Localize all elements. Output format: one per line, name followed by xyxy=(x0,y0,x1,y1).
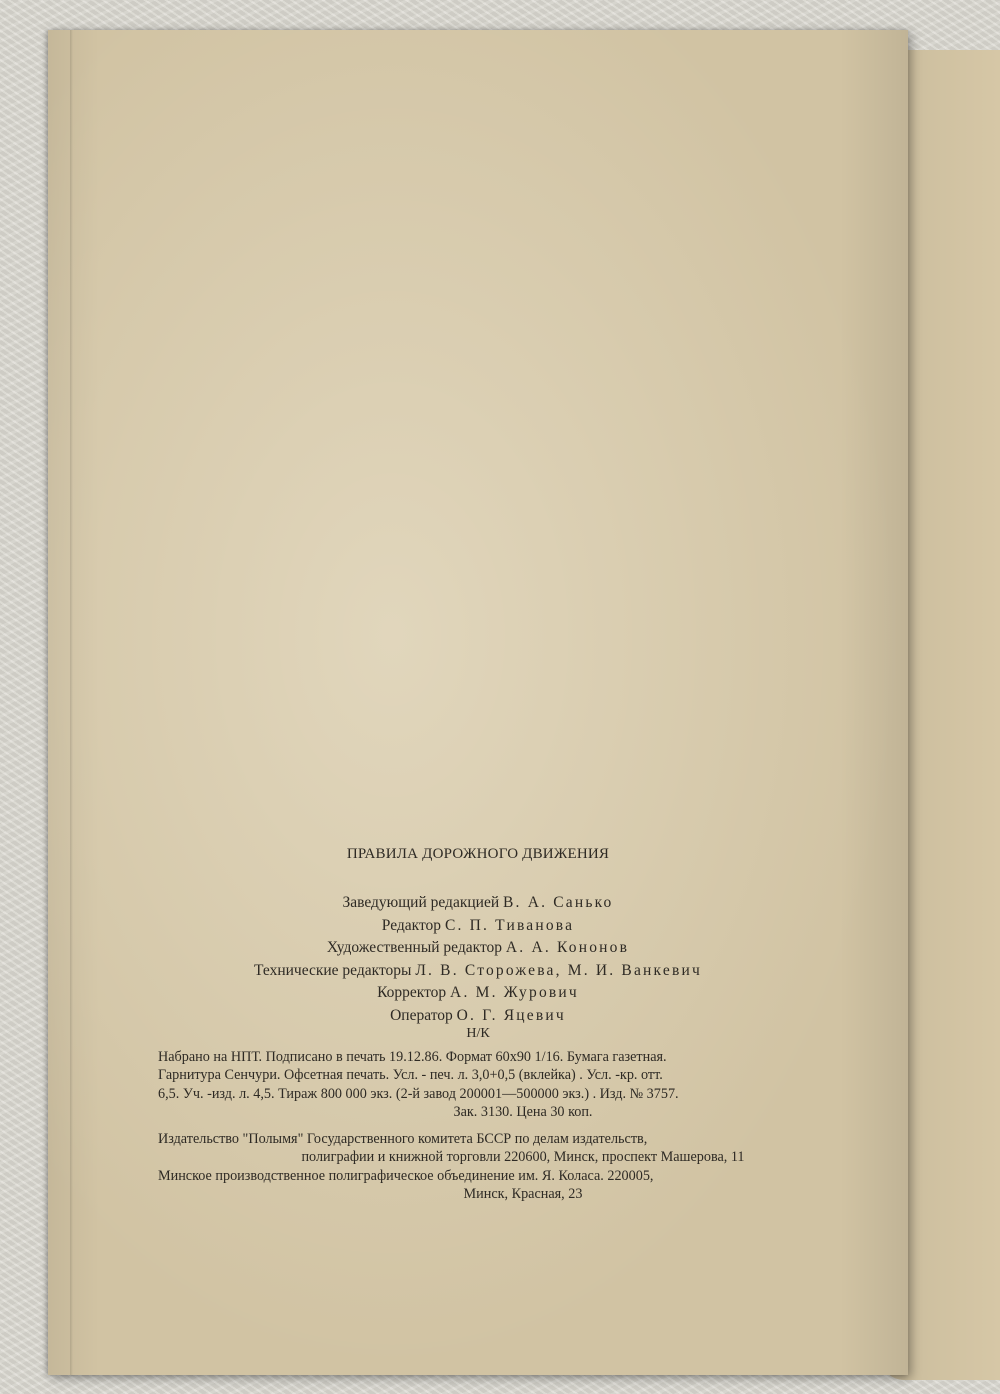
book-title: ПРАВИЛА ДОРОЖНОГО ДВИЖЕНИЯ xyxy=(346,846,610,862)
credit-name: В. А. Санько xyxy=(503,894,614,911)
credit-role: Заведующий редакцией xyxy=(342,894,500,911)
credit-name: С. П. Тиванова xyxy=(444,916,575,934)
printer-line: Минское производственное полиграфическое объединение им. Я. Коласа. 220005, xyxy=(158,1167,654,1184)
book-page xyxy=(48,30,908,1375)
imprint-line: Зак. 3130. Цена 30 коп. xyxy=(453,1103,593,1120)
credit-line-head-editor xyxy=(48,892,908,915)
credits-block xyxy=(48,892,908,1027)
credit-role: Технические редакторы xyxy=(254,961,412,979)
credit-role: Оператор xyxy=(390,1006,453,1024)
printer-line: Минск, Красная, 23 xyxy=(463,1186,583,1203)
credit-line-operator xyxy=(48,1005,908,1028)
imprint-line: 6,5. Уч. -изд. л. 4,5. Тираж 800 000 экз. (2-й завод 200001—500000 экз.) . Изд. № 3757. xyxy=(158,1085,679,1102)
credit-line-art-editor xyxy=(48,937,908,960)
credit-name: А. М. Журович xyxy=(450,984,579,1001)
credit-role: Редактор xyxy=(381,916,442,934)
publisher-line: Издательство "Полымя" Государственного комитета БССР по делам издательств, xyxy=(158,1131,648,1148)
imprint-line: Набрано на НПТ. Подписано в печать 19.12.86. Формат 60х90 1/16. Бумага газетная. xyxy=(158,1049,667,1065)
imprint-block xyxy=(158,1048,888,1203)
credit-line-tech-editors xyxy=(48,960,908,983)
credit-name: А. А. Кононов xyxy=(505,939,630,956)
nk-mark: Н/К xyxy=(466,1026,490,1041)
credit-name: Л. В. Сторожева, М. И. Ванкевич xyxy=(415,961,702,979)
credit-line-proofreader xyxy=(48,982,908,1005)
imprint-line: Гарнитура Сенчури. Офсетная печать. Усл. - печ. л. 3,0+0,5 (вклейка) . Усл. -кр. отт. xyxy=(158,1067,663,1084)
credit-line-editor xyxy=(48,915,908,938)
credit-name: О. Г. Яцевич xyxy=(456,1006,566,1024)
credit-role: Корректор xyxy=(377,984,447,1001)
page-fold-shadow xyxy=(70,30,73,1375)
publisher-line: полиграфии и книжной торговли 220600, Минск, проспект Машерова, 11 xyxy=(301,1149,745,1166)
credit-role: Художественный редактор xyxy=(326,939,503,956)
